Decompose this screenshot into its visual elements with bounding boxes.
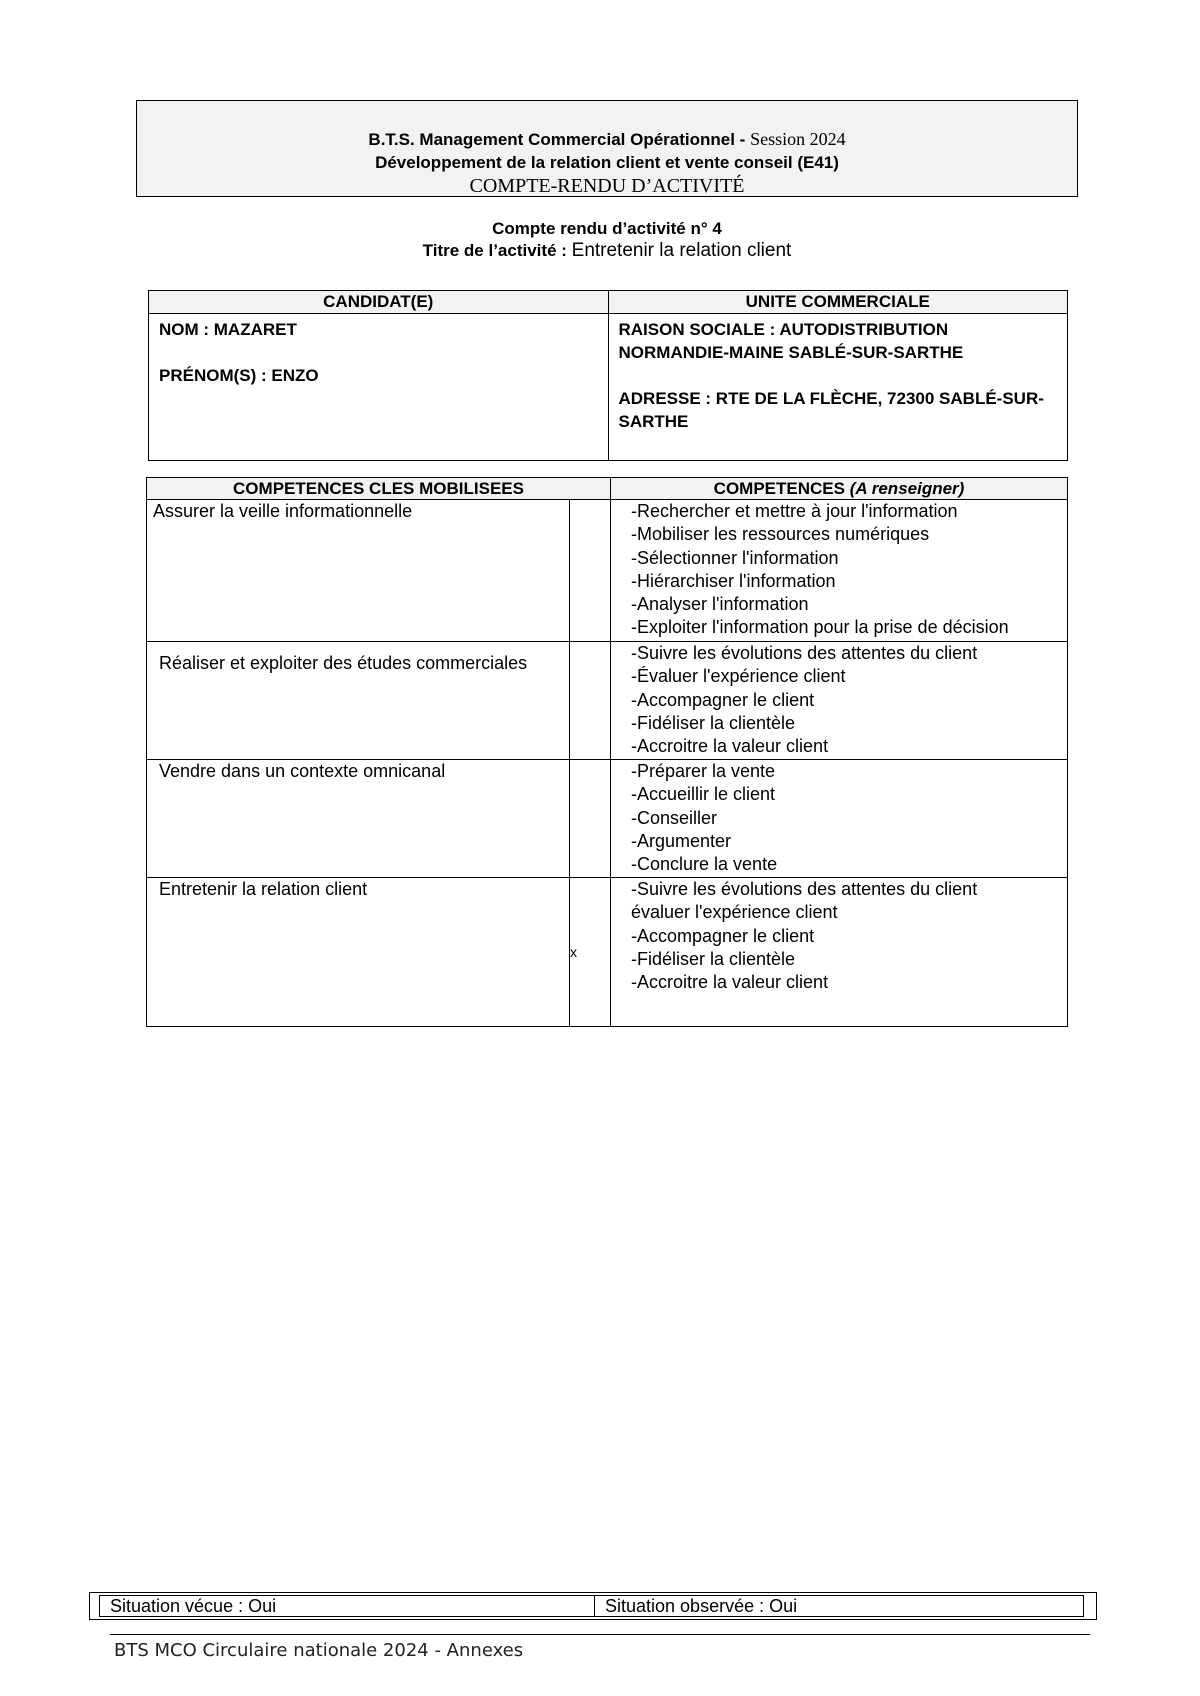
activity-title-label: Titre de l’activité :: [422, 241, 572, 260]
list-item: -Évaluer l'expérience client: [631, 666, 846, 687]
table-row: [147, 500, 1068, 642]
list-item: -Suivre les évolutions des attentes du client: [631, 643, 978, 663]
competence-items: [611, 760, 1068, 878]
activity-title-value: Entretenir la relation client: [571, 240, 792, 261]
list-item: -Mobiliser les ressources numériques: [631, 524, 930, 545]
table-row: [147, 642, 1068, 760]
list-item: évaluer l'expérience client: [631, 902, 838, 923]
competences-cles-header: COMPETENCES CLES MOBILISEES: [147, 478, 611, 500]
candidat-cell: [149, 314, 609, 461]
list-item: -Rechercher et mettre à jour l'information: [631, 501, 958, 521]
identity-table: [148, 290, 1068, 461]
list-item: -Exploiter l'information pour la prise de décision: [631, 617, 1009, 638]
competences-header-text: COMPETENCES: [713, 479, 850, 498]
header-line-1: [137, 127, 1077, 152]
list-item: -Analyser l'information: [631, 594, 809, 615]
situation-box: [89, 1592, 1097, 1620]
activity-title: [136, 240, 1078, 262]
competence-mark: x: [570, 878, 611, 1027]
candidat-prenom: PRÉNOM(S) : ENZO: [159, 366, 319, 385]
header-session: Session 2024: [750, 129, 846, 149]
competences-table: [146, 477, 1068, 1027]
competence-mark: [570, 500, 611, 642]
raison-sociale: RAISON SOCIALE : AUTODISTRIBUTION NORMANDIE-MAINE SABLÉ-SUR-SARTHE: [618, 320, 964, 362]
competence-label-text: Entretenir la relation client: [159, 879, 368, 899]
list-item: -Fidéliser la clientèle: [631, 712, 796, 733]
competence-label: [147, 878, 570, 1027]
list-item: -Suivre les évolutions des attentes du client: [631, 879, 978, 899]
competence-label-text: Réaliser et exploiter des études commerciales: [159, 653, 528, 673]
activity-title-block: [136, 218, 1078, 262]
competences-header-note: (A renseigner): [849, 479, 965, 498]
situation-observee: Situation observée : Oui: [605, 1596, 798, 1616]
list-item: -Hiérarchiser l'information: [631, 570, 836, 591]
adresse: ADRESSE : RTE DE LA FLÈCHE, 72300 SABLÉ-SUR-SARTHE: [618, 389, 1044, 431]
competence-mark: [570, 642, 611, 760]
unite-cell: [608, 314, 1068, 461]
list-item: -Argumenter: [631, 830, 732, 851]
competence-label-text: Vendre dans un contexte omnicanal: [159, 761, 446, 781]
list-item: -Accroitre la valeur client: [631, 972, 829, 993]
competences-header: [611, 478, 1068, 500]
unite-commerciale-header: UNITE COMMERCIALE: [608, 291, 1068, 314]
document-header: [136, 100, 1078, 197]
list-item: -Conclure la vente: [631, 854, 778, 875]
list-item: -Préparer la vente: [631, 761, 776, 781]
competence-label: [147, 642, 570, 760]
table-row: [147, 760, 1068, 878]
competence-mark: [570, 760, 611, 878]
competence-items: [611, 500, 1068, 642]
header-line-3: COMPTE-RENDU D’ACTIVITÉ: [469, 175, 745, 197]
list-item: -Accompagner le client: [631, 925, 815, 946]
table-row: [147, 878, 1068, 1027]
situation-vecue: Situation vécue : Oui: [100, 1596, 595, 1616]
list-item: -Accueillir le client: [631, 784, 776, 805]
footer-text: BTS MCO Circulaire nationale 2024 - Annexes: [114, 1640, 524, 1661]
header-line-2: Développement de la relation client et vente conseil (E41): [375, 153, 839, 172]
competence-items: [611, 642, 1068, 760]
competence-label: Assurer la veille informationnelle: [147, 500, 570, 642]
header-exam-title: B.T.S. Management Commercial Opérationnel -: [368, 130, 751, 149]
candidat-header: CANDIDAT(E): [149, 291, 609, 314]
list-item: -Conseiller: [631, 807, 718, 828]
situation-row: [99, 1595, 1084, 1617]
list-item: -Fidéliser la clientèle: [631, 948, 796, 969]
competence-items: [611, 878, 1068, 1027]
activity-number: Compte rendu d’activité n° 4: [492, 219, 722, 238]
list-item: -Sélectionner l'information: [631, 547, 839, 568]
candidat-nom: NOM : MAZARET: [159, 320, 297, 339]
competence-label: [147, 760, 570, 878]
list-item: -Accompagner le client: [631, 689, 815, 710]
footer-divider: [110, 1634, 1090, 1635]
list-item: -Accroitre la valeur client: [631, 736, 829, 757]
